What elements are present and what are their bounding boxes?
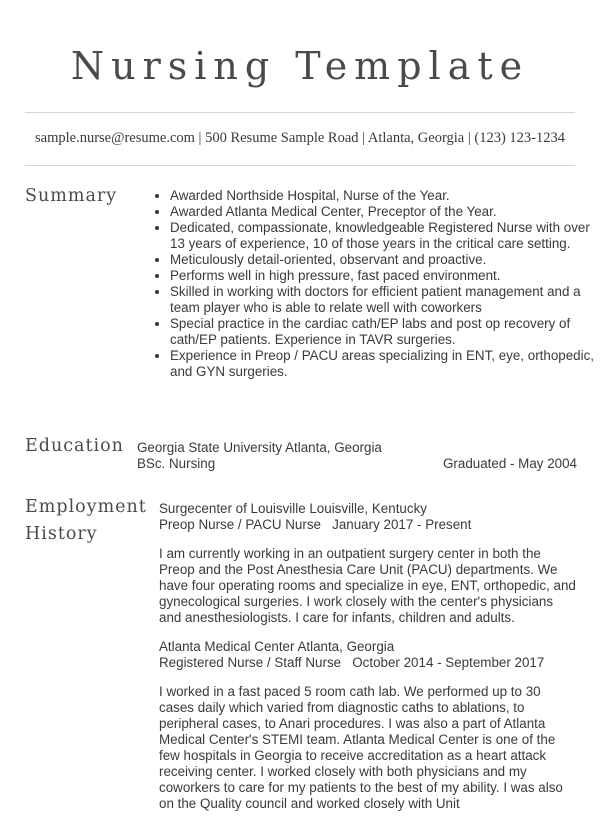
summary-item: • Dedicated, compassionate, knowledgeable Registered Nurse with over 13 years of experience, 10 of those years in the critical care setting.: [170, 220, 600, 252]
section-label-employment: [25, 494, 147, 548]
summary-item: • Experience in Preop / PACU areas specializing in ENT, eye, orthopedic, and GYN surgeries.: [170, 348, 600, 380]
section-label-employment-line1: Employment: [25, 497, 147, 517]
summary-item: • Awarded Atlanta Medical Center, Preceptor of the Year.: [170, 204, 600, 220]
summary-item: • Awarded Northside Hospital, Nurse of the Year.: [170, 188, 600, 204]
job-description: I am currently working in an outpatient surgery center in both the Preop and the Post Anesthesia Care Unit (PACU) departments. We have four operating rooms and specialize in eye, ENT, orthopedic, and gynecological surgeries. I work closely with the center's physicians and anesthesiologists. I care for infants, children and adults.: [159, 546, 576, 625]
job-entry: [159, 639, 579, 812]
section-label-employment-line2: History: [25, 524, 98, 544]
education-graduated: Graduated - May 2004: [443, 456, 577, 471]
education-degree: BSc. Nursing: [137, 456, 216, 471]
job-role-dates: Registered Nurse / Staff Nurse October 2014 - September 2017: [159, 655, 545, 670]
education-degree-row: [137, 456, 577, 472]
summary-item: • Special practice in the cardiac cath/EP labs and post op recovery of cath/EP patients. Experience in TAVR surgeries.: [170, 316, 600, 348]
contact-line: sample.nurse@resume.com | 500 Resume Sample Road | Atlanta, Georgia | (123) 123-1234: [35, 130, 565, 146]
employment-block: [159, 501, 579, 812]
education-block: [137, 440, 577, 472]
job-employer: Surgecenter of Louisville Louisville, Kentucky: [159, 501, 427, 516]
summary-list: [153, 188, 600, 380]
divider-bottom: [25, 165, 575, 166]
divider-top: [25, 112, 575, 113]
job-entry: [159, 501, 579, 626]
summary-item: • Meticulously detail-oriented, observant and proactive.: [170, 252, 600, 268]
education-school: Georgia State University Atlanta, Georgia: [137, 440, 382, 455]
job-role-dates: Preop Nurse / PACU Nurse January 2017 - Present: [159, 517, 472, 532]
section-label-summary: Summary: [25, 186, 118, 206]
section-label-education: Education: [25, 436, 124, 456]
job-employer: Atlanta Medical Center Atlanta, Georgia: [159, 639, 395, 654]
summary-item: • Performs well in high pressure, fast paced environment.: [170, 268, 600, 284]
job-description: I worked in a fast paced 5 room cath lab. We performed up to 30 cases daily which varied from diagnostic caths to ablations, to peripheral cases, to Anari procedures. I was also a part of Atlanta Medical Center's STEMI team. Atlanta Medical Center is one of the few hospitals in Georgia to receive accreditation as a heart attack receiving center. I worked closely with both physicians and my coworkers to care for my patients to the best of my ability. I was also on the Quality council and worked closely with Unit: [159, 684, 563, 811]
summary-item: • Skilled in working with doctors for efficient patient management and a team player who is able to relate well with coworkers: [170, 284, 600, 316]
resume-title: Nursing Template: [70, 44, 530, 88]
